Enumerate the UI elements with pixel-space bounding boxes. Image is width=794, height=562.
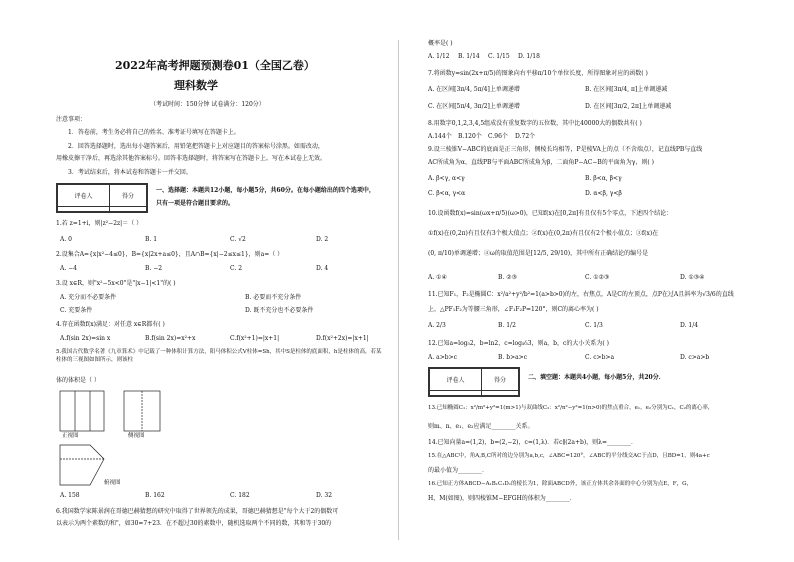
score-box-label: 得分 xyxy=(481,369,518,391)
option: D. 1/4 xyxy=(680,322,699,329)
option: C. ①②③ xyxy=(585,274,610,281)
question-6: 6.我国数学家陈景润在哥德巴赫猜想的研究中取得了世界领先的成果，哥德巴赫猜想是"每个大于2的偶数可 xyxy=(56,508,339,515)
question-12: 12.已知a=log₅2，b=ln2，c=log₅⁄₃3，则a，b，c的大小关系为( ) xyxy=(428,340,609,347)
option: C. 2 xyxy=(230,265,243,272)
front-view xyxy=(60,391,104,431)
option: A. a>b>c xyxy=(428,354,457,361)
view-label: 正视图 xyxy=(62,433,79,439)
question-1: 1.若 z=1+i，则|z²−2z|＝（ ） xyxy=(56,220,143,227)
option: D. α<β, γ<β xyxy=(585,190,622,197)
option: B. 1 xyxy=(145,236,158,243)
option: D. 32 xyxy=(316,492,333,499)
note-item: 1．答卷前，考生务必将自己的姓名、准考证号填写在答题卡上。 xyxy=(68,129,240,136)
question-9: 9.设三棱锥V−ABC的底面是正三角形，侧棱长均相等，P是棱VA上的点（不含端点），记直线PB与直线 xyxy=(428,146,703,153)
question-5: 5.我国古代数学名著《九章算术》中记载了一种体积计算方法，阳马体积公式V柱体=Sh，其中S是柱体的底面积，h是柱体的高，若某柱体的三视图如图所示，则该柱 xyxy=(56,349,382,363)
notes-label: 注意事项： xyxy=(56,116,87,123)
score-box-label: 评卷人 xyxy=(58,185,110,207)
question-7: 7.将函数y=sin(2x+π/5)的图象向右平移π/10个单位长度，所得图象对应的函数( ) xyxy=(428,70,648,77)
option: A. 充分而不必要条件 xyxy=(60,294,117,301)
option: C.f(x²+1)=|x+1| xyxy=(230,335,280,342)
question-8: 8.用数字0,1,2,3,4,5组成没有重复数字的五位数，其中比40000大的偶数共有( ) xyxy=(428,120,642,127)
option: D. 1/18 xyxy=(518,53,540,60)
view-label: 俯视图 xyxy=(104,480,121,486)
question-11-line2: 上，△PF₁F₂为等腰三角形，∠F₁F₂P=120°，则C的离心率为( ) xyxy=(428,306,599,313)
question-10-line2: ①f(x)在(0,2π)有且仅有3个极大值点；②f(x)在(0,2π)有且仅有2个极小值点；③f(x)在 xyxy=(428,230,659,237)
option: C.96个 xyxy=(488,133,508,140)
option: D. 4 xyxy=(316,265,329,272)
option: A.f(sin 2x)=sin x xyxy=(60,335,111,342)
option: C. 182 xyxy=(230,492,250,499)
option: D.f(x²+2x)=|x+1| xyxy=(316,335,369,342)
note-item: 2．回答选择题时，选出每小题答案后，用铅笔把答题卡上对应题目的答案标号涂黑。如需改动， xyxy=(68,143,324,150)
question-16: 16.已知正方体ABCD−A₁B₁C₁D₁的棱长为1，除面ABCD外，该正方体其余各面的中心分别为点E，F，G， xyxy=(428,481,692,487)
option: B. ②③ xyxy=(498,274,517,281)
option: C. √2 xyxy=(230,236,246,243)
score-box-label: 评卷人 xyxy=(430,369,482,391)
option: B. −2 xyxy=(145,265,163,272)
question-10: 10.设函数f(x)=sin(ωx+π/5)(ω>0)，已知f(x)在[0,2π]有且仅有5个零点，下述四个结论： xyxy=(428,210,673,217)
question-6-line2: 以表示为两个素数的和"，如30=7+23．在不超过30的素数中，随机选取两个不同的数，其和等于30的 xyxy=(56,520,332,527)
option: B. 1/14 xyxy=(458,53,480,60)
exam-subject: 理科数学 xyxy=(174,79,218,92)
exam-title: 2022年高考押题预测卷01（全国乙卷） xyxy=(115,59,315,72)
section1-heading-2: 只有一项是符合题目要求的。 xyxy=(156,200,235,207)
option: A. 2/3 xyxy=(428,322,446,329)
option: D. ①③④ xyxy=(680,274,705,281)
option: A. 在区间[3π/4, 5π/4]上单调递增 xyxy=(428,86,520,93)
option: C. 充要条件 xyxy=(60,307,93,314)
q6-tail: 概率是( ) xyxy=(428,40,453,47)
question-15: 15.在△ABC中，角A,B,C所对的边分别为a,b,c，∠ABC=120°，∠ABC的平分线交AC于点D，且BD=1，则4a+c xyxy=(428,453,710,459)
question-13: 13.已知椭圆C₁：x²/m²+y²=1(m>1)与双曲线C₂：x²/n²−y²=1(n>0)的焦点重合，e₁，e₂分别为C₁，C₂的离心率， xyxy=(428,405,714,411)
option: D. 2 xyxy=(316,236,329,243)
question-9-line2: AC所成角为α，直线PB与平面ABC所成角为β，二面角P−AC−B的平面角为γ，则( ) xyxy=(428,159,654,166)
option: D. 在区间[3π/2, 2π]上单调递减 xyxy=(585,103,672,110)
option: A. 1/12 xyxy=(428,53,450,60)
note-item: 3．考试结束后，将本试卷和答题卡一并交回。 xyxy=(68,169,192,176)
option: A. 158 xyxy=(60,492,80,499)
option: A. −4 xyxy=(60,265,77,272)
option: C. c>b>a xyxy=(585,354,615,361)
view-label: 侧视图 xyxy=(128,433,145,439)
question-13-line2: 则m、n、e₁、e₂应满足________关系。 xyxy=(428,423,534,430)
option: B.f(sin 2x)=x²+x xyxy=(145,335,196,342)
score-box-2 xyxy=(428,367,520,397)
question-3: 3.设 x∈R，则"x²−5x<0"是"|x−1|<1"的( ) xyxy=(56,280,176,287)
section1-heading: 一、选择题：本题共12小题，每小题5分，共60分。在每小题给出的四个选项中， xyxy=(156,187,375,194)
top-view xyxy=(60,445,104,485)
question-10-line3: (0, π/10)单调递增；④ω的取值范围是[12/5, 29/10)，其中所有正确结论的编号是 xyxy=(428,250,649,257)
option: B. 162 xyxy=(145,492,165,499)
option: C. 1/3 xyxy=(585,322,603,329)
question-16-line2: H，M(如图)，则四棱锥M−EFGH的体积为________． xyxy=(428,495,576,502)
note-item: 用橡皮擦干净后，再选涂其他答案标号。回答非选择题时，将答案写在答题卡上。写在本试卷上无效。 xyxy=(56,155,327,162)
question-11: 11.已知F₁，F₂是椭圆C：x²/a²+y²/b²=1(a>b>0)的左，右焦点，A是C的左顶点，点P在过A且斜率为√3/6的直线 xyxy=(428,291,734,298)
option: C. 1/15 xyxy=(488,53,510,60)
option: B.120个 xyxy=(458,133,482,140)
right-column xyxy=(400,0,794,562)
option: C. 在区间[5π/4, 3π/2]上单调递增 xyxy=(428,103,520,110)
question-15-line2: 的最小值为________． xyxy=(428,467,489,474)
option: A. β<γ, α<γ xyxy=(428,175,465,182)
option: A. 0 xyxy=(60,236,72,243)
option: B. β<α, β<γ xyxy=(585,175,622,182)
option: B. 必要而不充分条件 xyxy=(245,294,302,301)
question-5-line2: 体的体积是（ ） xyxy=(56,377,100,384)
question-2: 2.设集合A={x|x²−4≤0}，B={x|2x+a≤0}，且A∩B={x|−2≤x≤1}，则a=（ ） xyxy=(56,251,284,258)
question-4: 4.存在函数f(x)满足：对任意 x∈R都有( ) xyxy=(56,321,165,328)
option: B. b>a>c xyxy=(498,354,528,361)
option: D. 既不充分也不必要条件 xyxy=(245,307,314,314)
option: A.144个 xyxy=(428,133,452,140)
option: B. 在区间[3π/4, π]上单调递减 xyxy=(585,86,668,93)
option: A. ①④ xyxy=(428,274,447,281)
score-box xyxy=(56,183,148,213)
question-14: 14.已知向量a=(1,2)，b=(2,−2)，c=(1,λ)．若c∥(2a+b)，则λ=________． xyxy=(428,439,637,446)
option: D.72个 xyxy=(515,133,536,140)
option: B. 1/2 xyxy=(498,322,516,329)
section2-heading: 二、填空题：本题共4小题，每小题5分，共20分． xyxy=(528,374,665,381)
option: C. β<α, γ<α xyxy=(428,190,466,197)
score-box-label: 得分 xyxy=(109,185,146,207)
option: D. c>a>b xyxy=(680,354,710,361)
column-divider xyxy=(398,40,399,540)
exam-info: （考试时间：150分钟 试卷满分：120分） xyxy=(150,101,265,108)
